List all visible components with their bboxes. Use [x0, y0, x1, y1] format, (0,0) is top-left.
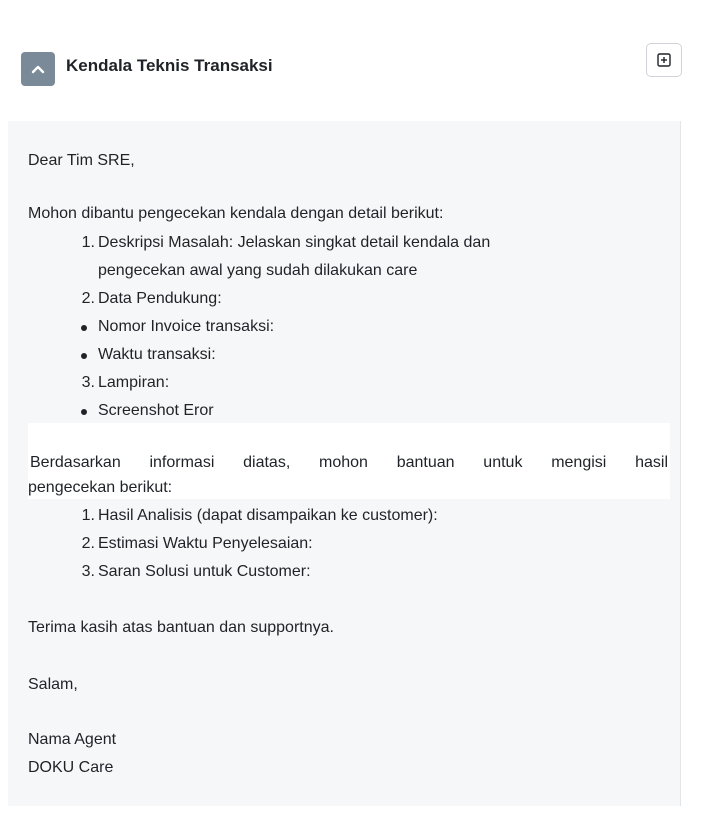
thanks-text: Terima kasih atas bantuan dan supportnya.	[28, 619, 334, 636]
add-button[interactable]	[646, 43, 682, 77]
list-item: Lampiran:	[98, 374, 170, 391]
list-item: Hasil Analisis (dapat disampaikan ke customer):	[98, 507, 438, 524]
bullet-item: Nomor Invoice transaksi:	[98, 318, 275, 335]
section-header	[0, 0, 716, 120]
bullet-dot	[81, 409, 87, 415]
bullet-item: Waktu transaksi:	[98, 346, 216, 363]
list-number: 3.	[81, 563, 95, 580]
intro-text: Mohon dibantu pengecekan kendala dengan detail berikut:	[28, 205, 444, 222]
list-number: 2.	[81, 535, 95, 552]
list-item-continuation: pengecekan awal yang sudah dilakukan care	[98, 262, 418, 279]
section-title: Kendala Teknis Transaksi	[66, 56, 273, 75]
panel-scrollbar-track[interactable]	[680, 121, 681, 806]
collapse-toggle-button[interactable]	[21, 52, 55, 86]
signature-name: Nama Agent	[28, 731, 117, 748]
chevron-up-icon	[31, 64, 45, 74]
paragraph-text-line2: pengecekan berikut:	[28, 479, 173, 496]
list-number: 1.	[81, 507, 95, 524]
bullet-dot	[81, 353, 87, 359]
greeting-text: Dear Tim SRE,	[28, 152, 135, 169]
list-number: 1.	[81, 234, 95, 251]
list-item: Deskripsi Masalah: Jelaskan singkat detail kendala dan	[98, 234, 491, 251]
template-editor[interactable]	[8, 121, 680, 806]
plus-square-icon	[657, 53, 671, 67]
list-item: Estimasi Waktu Penyelesaian:	[98, 535, 313, 552]
signature-org: DOKU Care	[28, 759, 114, 776]
closing-text: Salam,	[28, 676, 78, 693]
template-content[interactable]	[8, 121, 680, 806]
bullet-dot	[81, 325, 87, 331]
list-number: 2.	[81, 290, 95, 307]
paragraph-text: Berdasarkan informasi diatas, mohon bantuan untuk mengisi hasil	[30, 454, 668, 471]
list-item: Saran Solusi untuk Customer:	[98, 563, 311, 580]
bullet-item: Screenshot Eror	[98, 402, 214, 419]
list-item: Data Pendukung:	[98, 290, 222, 307]
list-number: 3.	[81, 374, 95, 391]
